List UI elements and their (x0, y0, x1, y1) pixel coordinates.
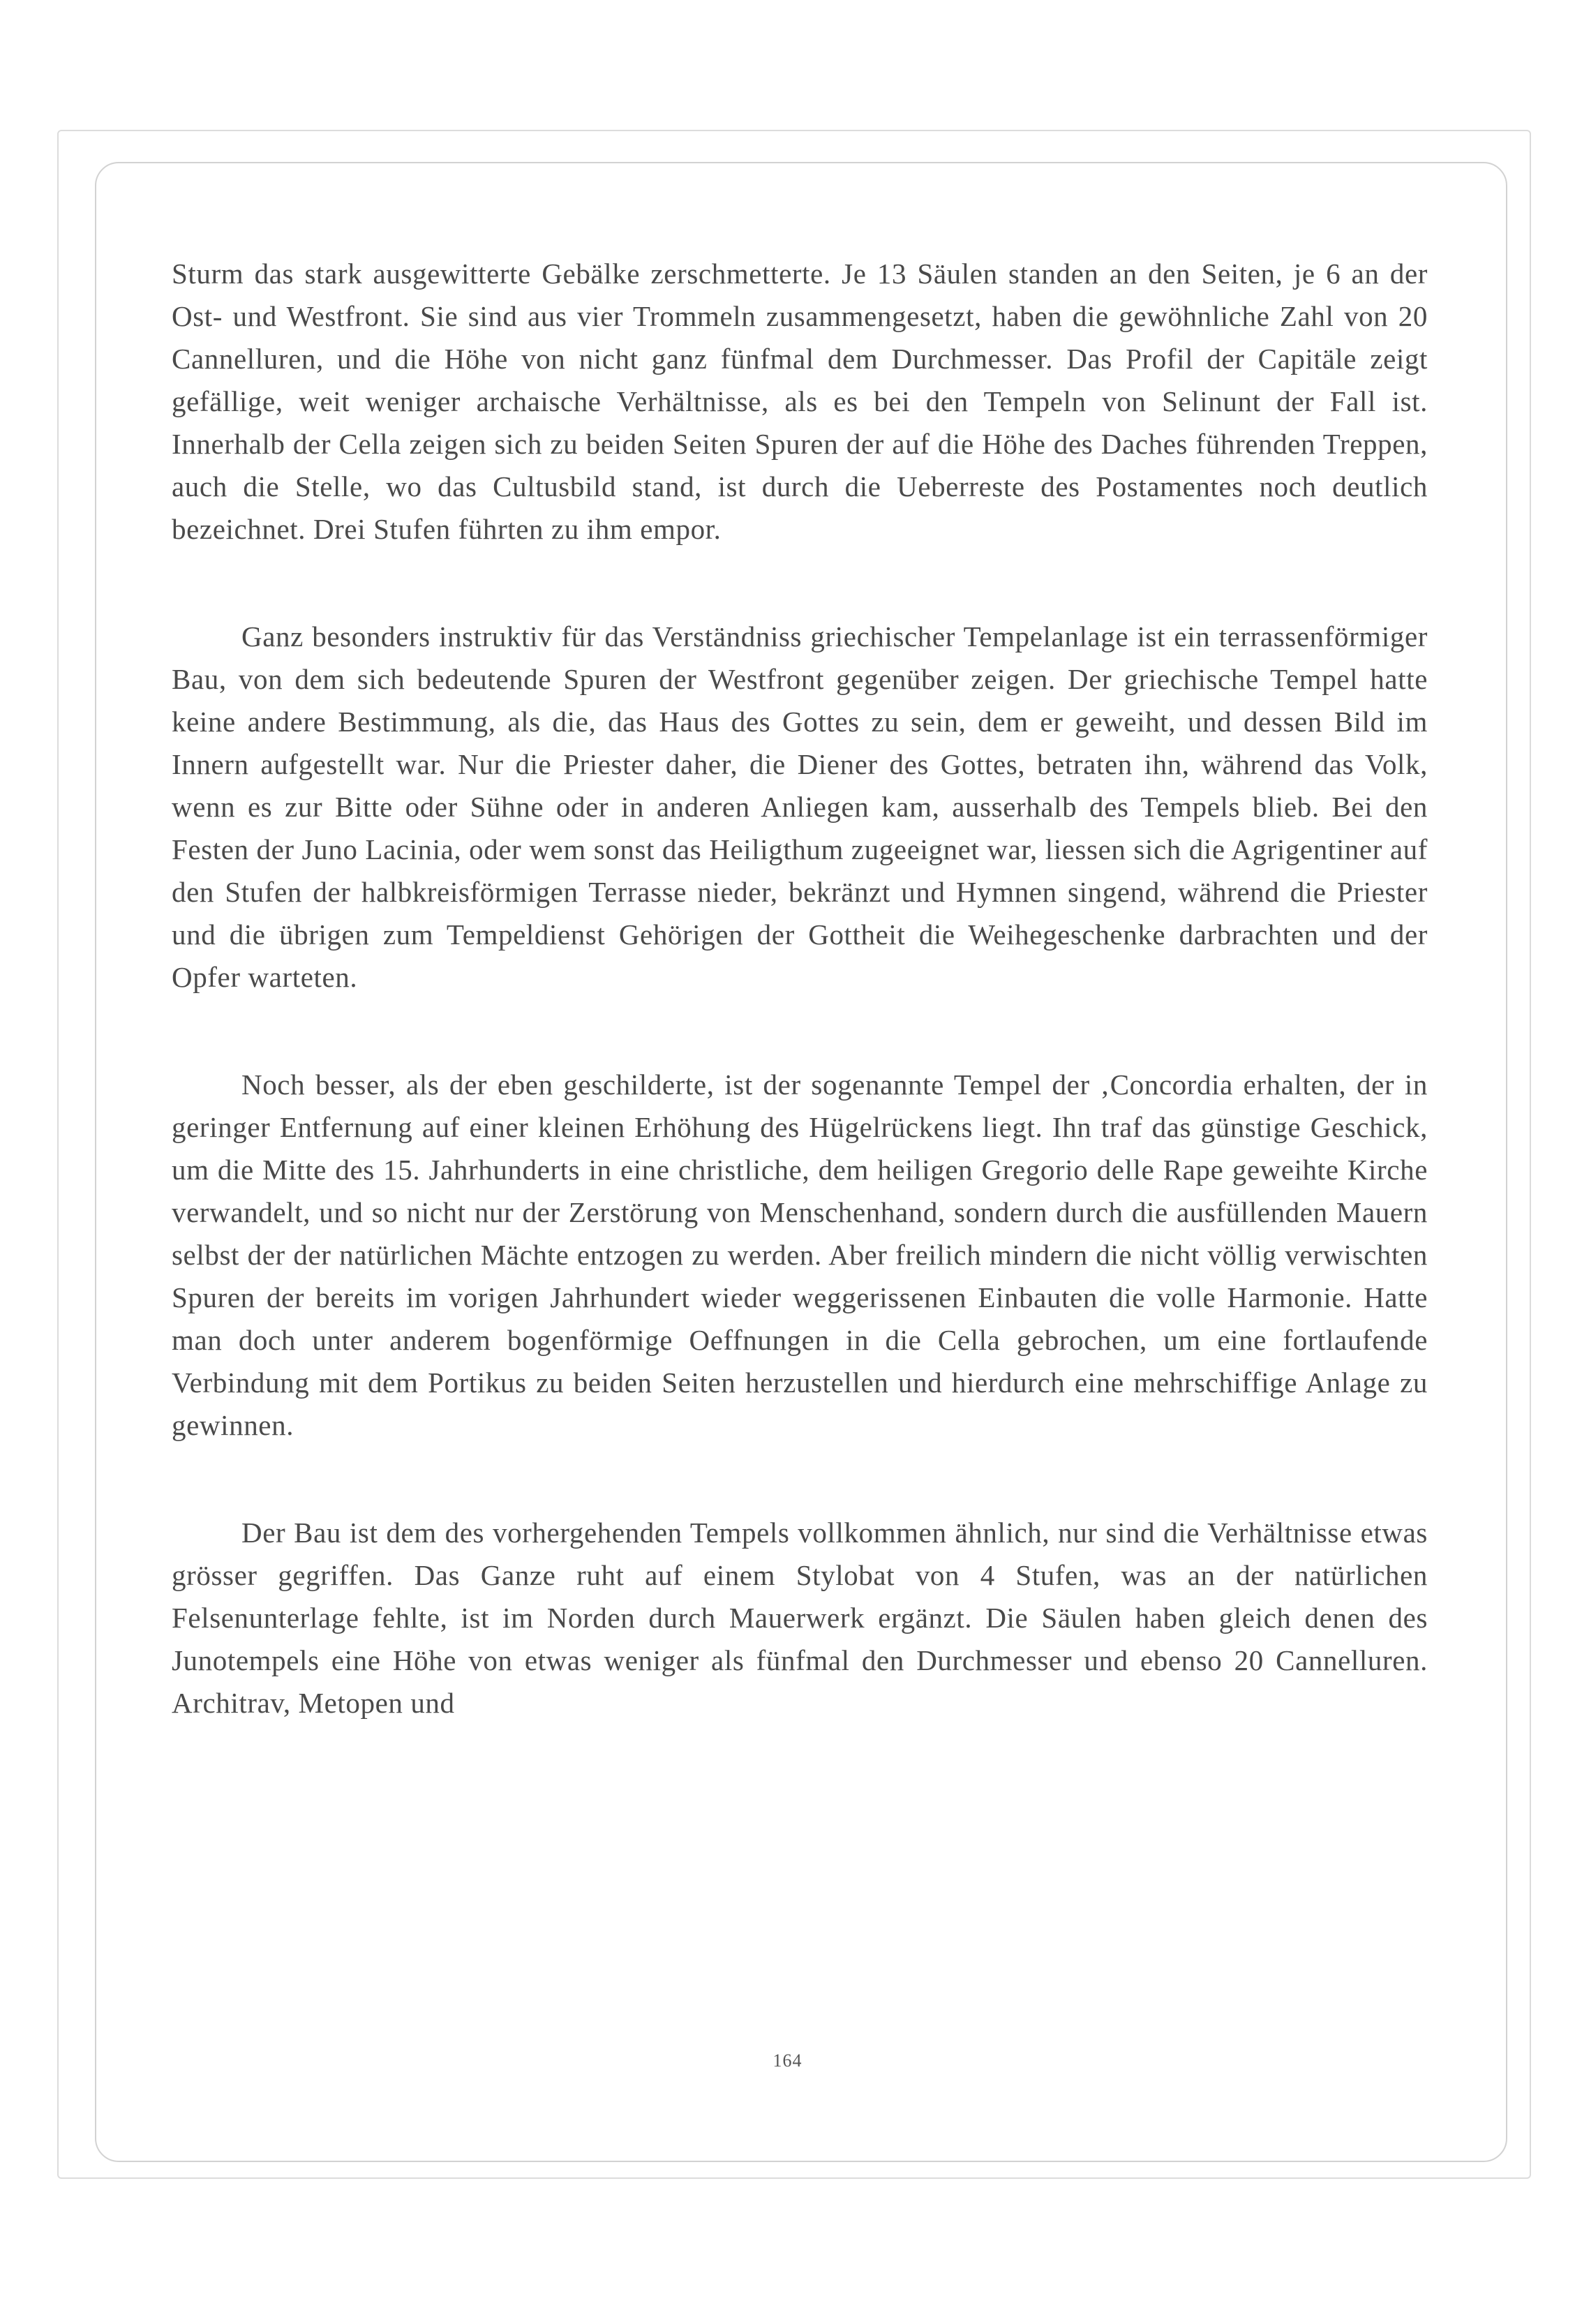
paragraph-4: Der Bau ist dem des vorhergehenden Tempels vollkommen ähnlich, nur sind die Verhältnisse etwas grösser gegriffen. Das Ganze ruht auf einem Stylobat von 4 Stufen, was an der natürlichen Felsenunterlage fehlte, ist im Norden durch Mauerwerk ergänzt. Die Säulen haben gleich denen des Junotempels eine Höhe von etwas weniger als fünfmal den Durchmesser und ebenso 20 Cannelluren. Architrav, Metopen und (172, 1517, 1428, 1719)
paragraph-2: Ganz besonders instruktiv für das Verständniss griechischer Tempelanlage ist ein terrassenförmiger Bau, von dem sich bedeutende Spuren der Westfront gegenüber zeigen. Der griechische Tempel hatte keine andere Bestimmung, als die, das Haus des Gottes zu sein, dem er geweiht, und dessen Bild im Innern aufgestellt war. Nur die Priester daher, die Diener des Gottes, betraten ihn, während das Volk, wenn es zur Bitte oder Sühne oder in anderen Anliegen kam, ausserhalb des Tempels blieb. Bei den Festen der Juno Lacinia, oder wem sonst das Heiligthum zugeeignet war, liessen sich die Agrigentiner auf den Stufen der halbkreisförmigen Terrasse nieder, bekränzt und Hymnen singend, während die Priester und die übrigen zum Tempeldienst Gehörigen der Gottheit die Weihegeschenke darbrachten und der Opfer warteten. (172, 620, 1428, 993)
body-text (172, 253, 1428, 1789)
page-number: 164 (772, 2050, 803, 2071)
paragraph-1: Sturm das stark ausgewitterte Gebälke zerschmetterte. Je 13 Säulen standen an den Seiten, je 6 an der Ost- und Westfront. Sie sind aus vier Trommeln zusammengesetzt, haben die gewöhnliche Zahl von 20 Cannelluren, und die Höhe von nicht ganz fünfmal dem Durchmesser. Das Profil der Capitäle zeigt gefällige, weit weniger archaische Verhältnisse, als es bei den Tempeln von Selinunt der Fall ist. Innerhalb der Cella zeigen sich zu beiden Seiten Spuren der auf die Höhe des Daches führenden Treppen, auch die Stelle, wo das Cultusbild stand, ist durch die Ueberreste des Postamentes noch deutlich bezeichnet. Drei Stufen führten zu ihm empor. (172, 258, 1428, 545)
paragraph-3: Noch besser, als der eben geschilderte, ist der sogenannte Tempel der ‚Concordia erhalten, der in geringer Entfernung auf einer kleinen Erhöhung des Hügelrückens liegt. Ihn traf das günstige Geschick, um die Mitte des 15. Jahrhunderts in eine christliche, dem heiligen Gregorio delle Rape geweihte Kirche verwandelt, und so nicht nur der Zerstörung von Menschenhand, sondern durch die ausfüllenden Mauern selbst der der natürlichen Mächte entzogen zu werden. Aber freilich mindern die nicht völlig verwischten Spuren der bereits im vorigen Jahrhundert wieder weggerissenen Einbauten die volle Harmonie. Hatte man doch unter anderem bogenförmige Oeffnungen in die Cella gebrochen, um eine fortlaufende Verbindung mit dem Portikus zu beiden Seiten herzustellen und hierdurch eine mehrschiffige Anlage zu gewinnen. (172, 1068, 1428, 1441)
